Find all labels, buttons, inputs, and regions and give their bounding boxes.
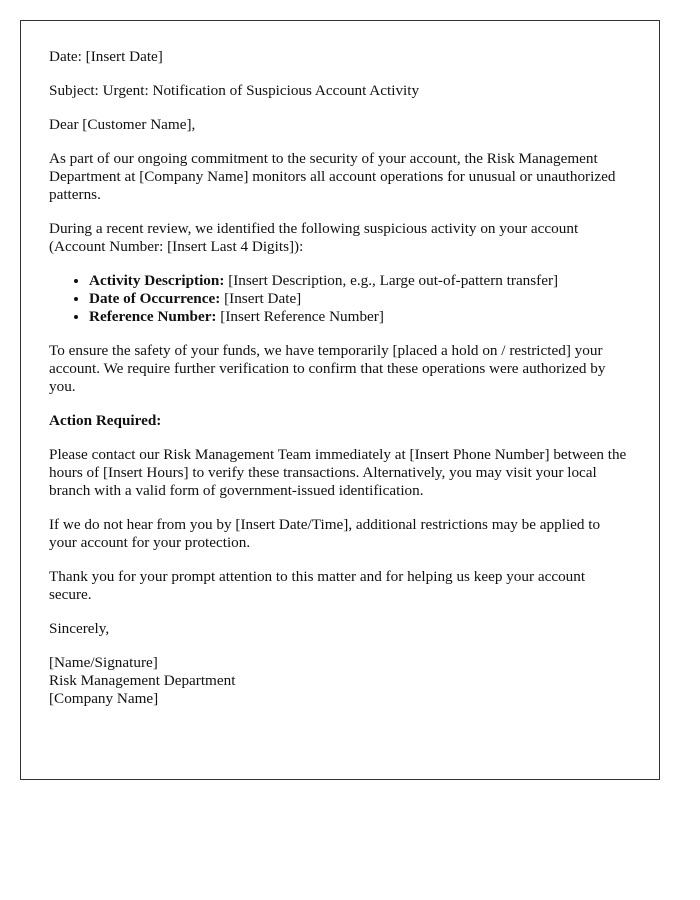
detail-value: [Insert Date]	[220, 290, 302, 307]
signature-department: Risk Management Department	[49, 672, 236, 689]
intro-paragraph: As part of our ongoing commitment to the security of your account, the Risk Management Department at [Company Name] monitors all account operations for unusual or unauthorized patterns.	[49, 150, 616, 203]
contact-paragraph: Please contact our Risk Management Team immediately at [Insert Phone Number] between the hours of [Insert Hours] to verify these transactions. Alternatively, you may visit your local branch with a valid form of government-issued identification.	[49, 446, 627, 499]
signature-company: [Company Name]	[49, 690, 159, 707]
letter-document	[20, 20, 660, 780]
detail-label: Date of Occurrence:	[89, 290, 221, 307]
detail-activity-description	[89, 272, 631, 290]
signature-name: [Name/Signature]	[49, 654, 158, 671]
safety-paragraph: To ensure the safety of your funds, we have temporarily [placed a hold on / restricted] your account. We require further verification to confirm that these operations were authorized by you.	[49, 342, 606, 395]
review-paragraph: During a recent review, we identified the following suspicious activity on your account (Account Number: [Insert Last 4 Digits]):	[49, 220, 579, 255]
detail-value: [Insert Description, e.g., Large out-of-pattern transfer]	[224, 272, 559, 289]
deadline-paragraph: If we do not hear from you by [Insert Date/Time], additional restrictions may be applied to your account for your protection.	[49, 516, 601, 551]
closing: Sincerely,	[49, 620, 110, 637]
salutation: Dear [Customer Name],	[49, 116, 196, 133]
thanks-paragraph: Thank you for your prompt attention to this matter and for helping us keep your account secure.	[49, 568, 586, 603]
detail-label: Reference Number:	[89, 308, 217, 325]
detail-value: [Insert Reference Number]	[216, 308, 384, 325]
activity-details-list	[49, 272, 631, 326]
subject-line: Subject: Urgent: Notification of Suspicious Account Activity	[49, 82, 420, 99]
detail-date-of-occurrence	[89, 290, 631, 308]
detail-label: Activity Description:	[89, 272, 225, 289]
action-required-heading: Action Required:	[49, 412, 162, 429]
date-line: Date: [Insert Date]	[49, 48, 163, 65]
signature-block	[49, 654, 631, 708]
detail-reference-number	[89, 308, 631, 326]
